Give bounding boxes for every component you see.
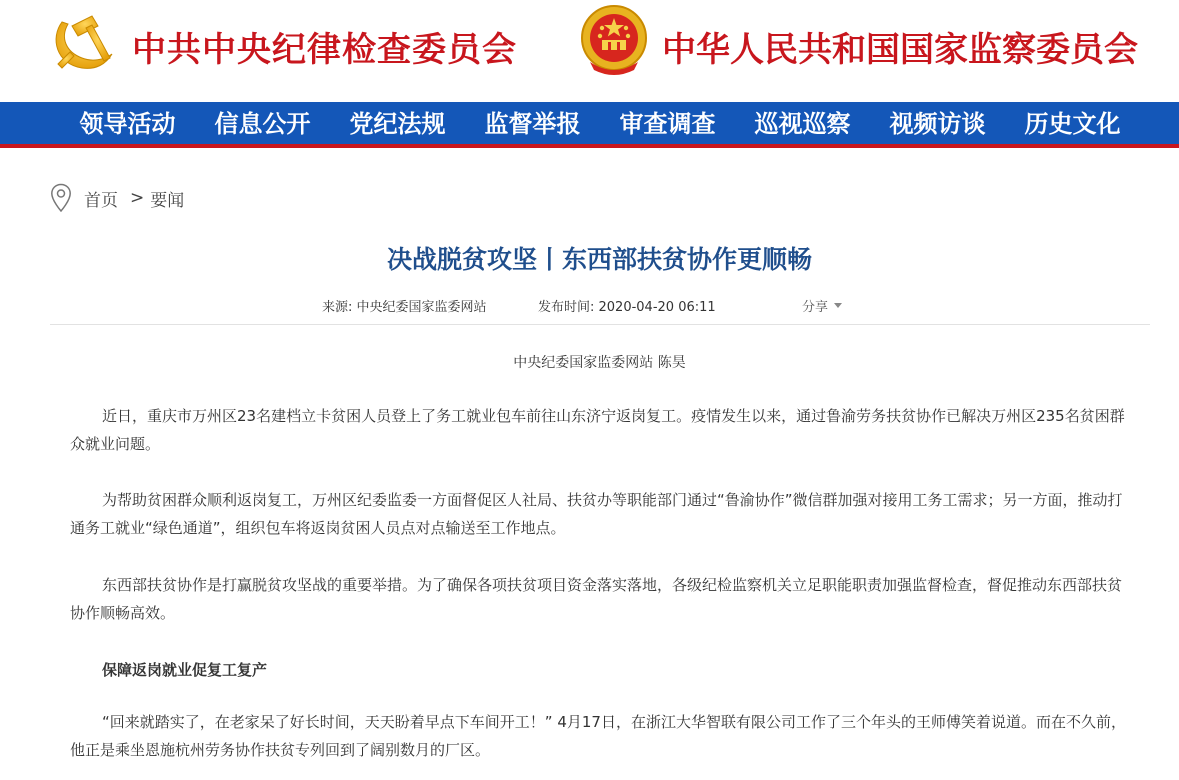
nsc-title[interactable]: 中华人民共和国国家监察委员会 <box>662 30 1138 70</box>
main-nav <box>0 102 1179 148</box>
breadcrumb-home[interactable]: 首页 <box>84 190 118 211</box>
article-publish-time: 发布时间: 2020-04-20 06:11 <box>538 300 716 315</box>
nav-item-history-culture[interactable]: 历史文化 <box>1024 109 1121 138</box>
location-pin-icon <box>50 183 72 213</box>
nav-item-info-disclosure[interactable]: 信息公开 <box>214 109 311 138</box>
article-paragraph: 近日，重庆市万州区23名建档立卡贫困人员登上了务工就业包车前往山东济宁返岗复工。疫情发生以来，通过鲁渝劳务扶贫协作已解决万州区235名贫困群众就业问题。 <box>70 407 1125 453</box>
nav-item-supervision-report[interactable]: 监督举报 <box>484 109 581 138</box>
chevron-down-icon <box>834 303 842 308</box>
national-emblem-icon[interactable] <box>578 4 650 78</box>
nav-item-regulations[interactable]: 党纪法规 <box>349 109 446 138</box>
nav-item-inspection[interactable]: 巡视巡察 <box>754 109 851 138</box>
breadcrumb-separator: > <box>130 188 145 208</box>
article-paragraph: “回来就踏实了，在老家呆了好长时间，天天盼着早点下车间开工！” 4月17日，在浙江大华智联有限公司工作了三个年头的王师傅笑着说道。而在不久前，他正是乘坐恩施杭州劳务协作扶贫专列回到了阔别数月的厂区。 <box>70 713 1126 759</box>
nav-items <box>60 102 1140 148</box>
breadcrumb <box>50 182 184 214</box>
party-emblem-icon[interactable] <box>48 8 118 78</box>
divider <box>50 324 1150 325</box>
article-paragraph: 为帮助贫困群众顺利返岗复工，万州区纪委监委一方面督促区人社局、扶贫办等职能部门通过“鲁渝协作”微信群加强对接用工务工需求；另一方面，推动打通务工就业“绿色通道”，组织包车将返岗贫困人员点对点输送至工作地点。 <box>70 491 1123 537</box>
share-button[interactable] <box>802 296 842 315</box>
nav-item-investigation[interactable]: 审查调查 <box>619 109 716 138</box>
nav-item-leadership[interactable]: 领导活动 <box>79 109 176 138</box>
share-label: 分享 <box>802 300 829 315</box>
nav-item-video-interview[interactable]: 视频访谈 <box>889 109 986 138</box>
article-title: 决战脱贫攻坚丨东西部扶贫协作更顺畅 <box>386 245 812 274</box>
article-paragraph: 东西部扶贫协作是打赢脱贫攻坚战的重要举措。为了确保各项扶贫项目资金落实落地，各级纪检监察机关立足职能职责加强监督检查，督促推动东西部扶贫协作顺畅高效。 <box>70 576 1123 622</box>
site-header <box>0 0 1179 102</box>
article-subheading: 保障返岗就业促复工复产 <box>102 661 268 679</box>
cpc-ccdi-title[interactable]: 中共中央纪律检查委员会 <box>132 30 517 70</box>
breadcrumb-current[interactable]: 要闻 <box>150 190 185 211</box>
article-byline: 中央纪委国家监委网站 陈昊 <box>513 355 686 371</box>
article-source: 来源: 中央纪委国家监委网站 <box>322 300 487 315</box>
